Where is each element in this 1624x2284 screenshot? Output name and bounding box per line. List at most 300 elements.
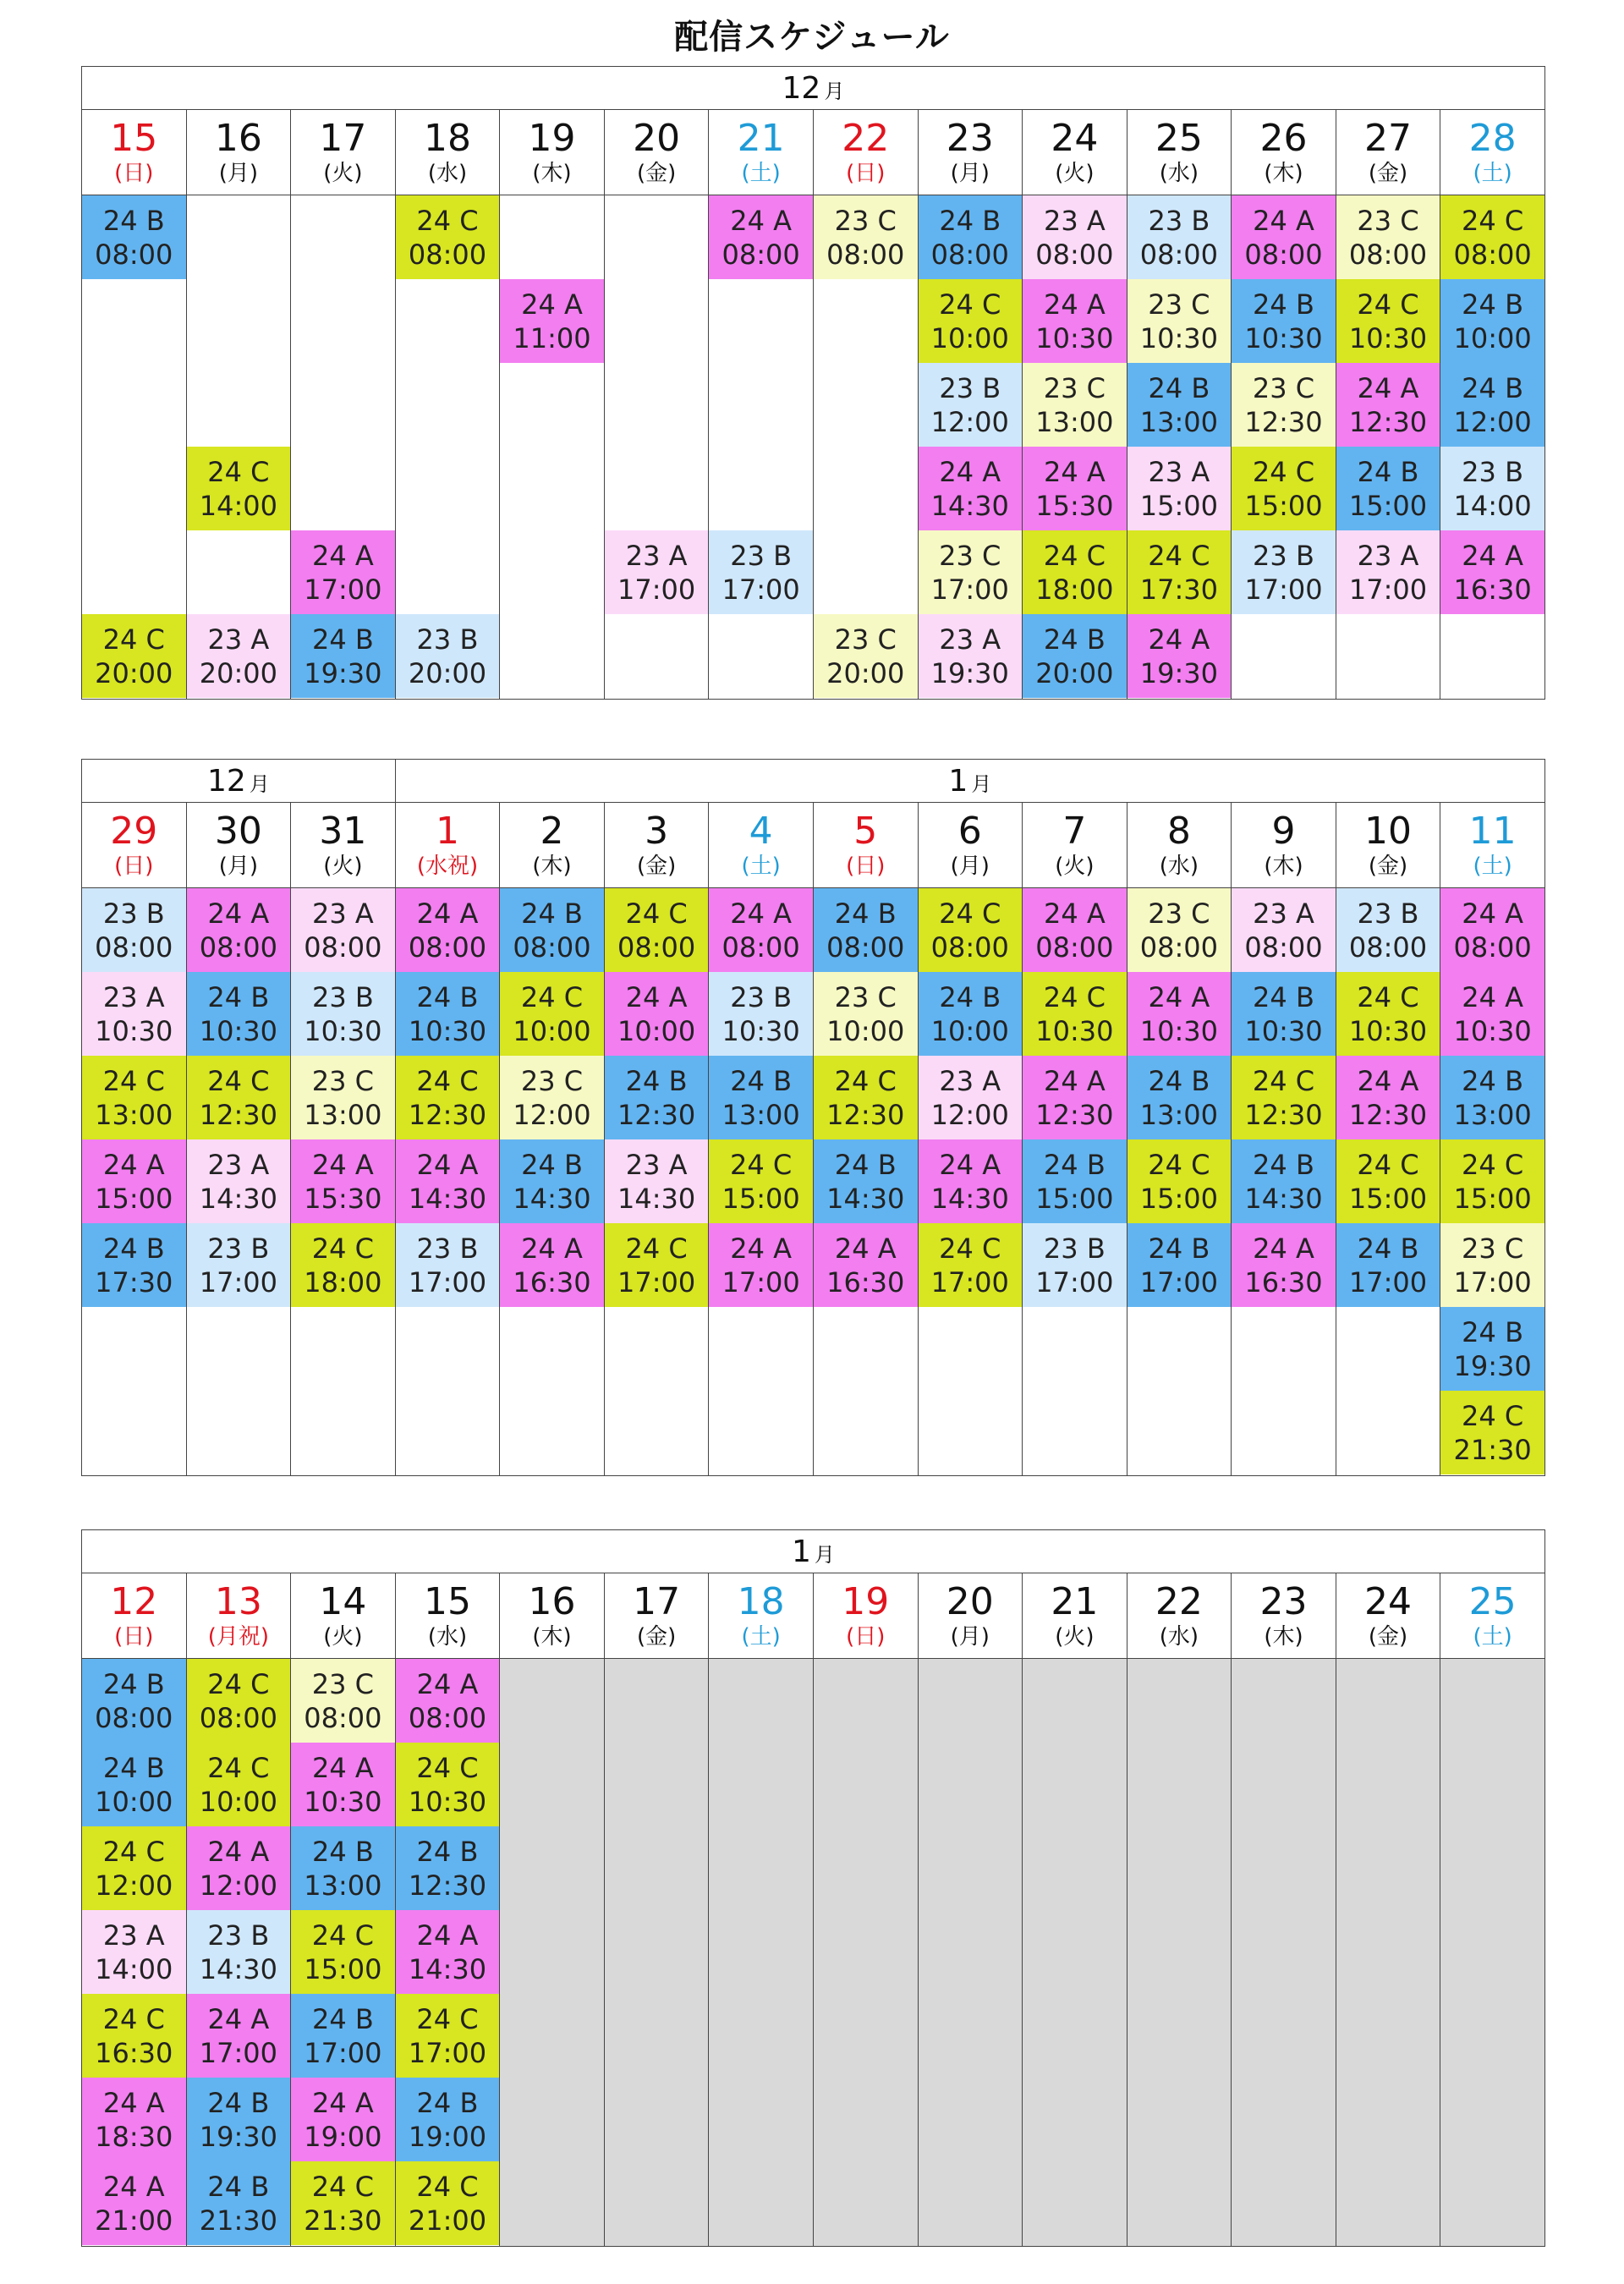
broadcast-slot: [1023, 447, 1127, 530]
program-code: 24 A: [1462, 980, 1523, 1013]
day-header: [813, 1573, 918, 1659]
broadcast-time: 14:00: [1453, 489, 1532, 522]
broadcast-slot: [919, 972, 1023, 1056]
day-number: 11: [1468, 810, 1517, 853]
broadcast-time: 12:30: [826, 1098, 905, 1131]
broadcast-slot: [814, 195, 918, 279]
broadcast-time: 08:00: [930, 238, 1009, 271]
program-code: 23 C: [1043, 371, 1106, 404]
broadcast-slot: [1336, 888, 1440, 972]
day-header: [813, 110, 918, 195]
program-code: 23 C: [834, 204, 897, 237]
program-code: 24 C: [1252, 455, 1315, 488]
broadcast-time: 17:00: [721, 573, 800, 606]
broadcast-time: 16:30: [826, 1266, 905, 1298]
program-code: 24 A: [521, 1232, 583, 1265]
broadcast-slot: [1023, 888, 1127, 972]
broadcast-slot: [1440, 195, 1544, 279]
broadcast-slot: [1440, 1307, 1544, 1391]
program-code: 24 C: [102, 2002, 165, 2035]
day-column: [1232, 195, 1336, 700]
broadcast-slot: [291, 972, 395, 1056]
program-code: 23 A: [939, 1064, 1001, 1097]
broadcast-time: 10:30: [408, 1785, 487, 1818]
program-code: 24 B: [1148, 1064, 1210, 1097]
weekday-label: (月): [218, 854, 258, 879]
broadcast-slot: [187, 1056, 291, 1139]
empty-slot: [605, 363, 709, 447]
broadcast-time: 17:00: [1348, 1266, 1428, 1298]
day-number: 23: [946, 117, 994, 160]
program-code: 24 A: [416, 897, 479, 930]
broadcast-time: 15:00: [1139, 1182, 1219, 1215]
weekday-label: (金): [1368, 854, 1408, 879]
schedule-body-row: [82, 1659, 1545, 2247]
broadcast-time: 15:00: [1348, 489, 1428, 522]
weekday-label: (月): [950, 854, 990, 879]
day-header: [186, 110, 291, 195]
broadcast-slot: [1023, 530, 1127, 614]
day-column: [813, 888, 918, 1476]
day-column: [604, 888, 709, 1476]
broadcast-time: 17:00: [304, 2036, 382, 2069]
broadcast-time: 21:00: [408, 2204, 487, 2237]
broadcast-slot: [605, 530, 709, 614]
broadcast-time: 10:00: [199, 1785, 277, 1818]
broadcast-time: 13:00: [1139, 1098, 1219, 1131]
broadcast-slot: [396, 1826, 500, 1910]
program-code: 24 B: [1253, 1148, 1314, 1181]
broadcast-time: 15:30: [304, 1182, 382, 1215]
program-code: 23 A: [312, 897, 374, 930]
program-code: 24 A: [207, 1835, 270, 1868]
empty-slot: [82, 279, 186, 363]
broadcast-time: 08:00: [930, 931, 1009, 964]
broadcast-time: 10:00: [826, 1014, 905, 1047]
broadcast-time: 14:30: [930, 489, 1009, 522]
broadcast-slot: [396, 1139, 500, 1223]
month-row: [82, 1530, 1545, 1573]
day-header: [813, 803, 918, 888]
broadcast-slot: [709, 888, 813, 972]
unavailable-day-column: [1023, 1659, 1127, 2247]
broadcast-slot: [291, 2078, 395, 2161]
broadcast-time: 18:30: [95, 2120, 173, 2153]
day-header: [1336, 110, 1440, 195]
day-number: 6: [957, 810, 982, 853]
empty-slot: [500, 530, 604, 614]
broadcast-time: 14:00: [199, 489, 277, 522]
broadcast-time: 08:00: [1244, 931, 1323, 964]
day-number: 18: [737, 1580, 785, 1623]
day-number: 28: [1468, 117, 1517, 160]
broadcast-slot: [187, 614, 291, 698]
broadcast-slot: [500, 972, 604, 1056]
program-code: 24 A: [1253, 204, 1314, 237]
broadcast-time: 17:00: [930, 573, 1009, 606]
day-number: 13: [214, 1580, 262, 1623]
weekday-label: (土): [1473, 854, 1512, 879]
day-column: [1232, 888, 1336, 1476]
broadcast-time: 19:30: [930, 656, 1009, 689]
broadcast-time: 16:30: [1453, 573, 1532, 606]
broadcast-time: 12:30: [1244, 1098, 1323, 1131]
broadcast-slot: [291, 1139, 395, 1223]
broadcast-slot: [187, 2078, 291, 2161]
program-code: 23 B: [207, 1919, 270, 1952]
program-code: 23 C: [311, 1064, 375, 1097]
weekday-label: (木): [532, 854, 572, 879]
program-code: 24 A: [939, 455, 1001, 488]
broadcast-time: 13:00: [1035, 405, 1114, 438]
broadcast-slot: [1023, 363, 1127, 447]
weekday-label: (土): [1473, 161, 1512, 186]
program-code: 24 C: [102, 623, 165, 656]
empty-slot: [291, 363, 395, 447]
broadcast-time: 08:00: [826, 931, 905, 964]
program-code: 24 C: [625, 1232, 688, 1265]
broadcast-time: 15:00: [1244, 489, 1323, 522]
broadcast-time: 17:00: [1139, 1266, 1219, 1298]
schedule-table: [81, 66, 1545, 700]
program-code: 24 B: [1462, 288, 1524, 321]
day-header-row: [82, 1573, 1545, 1659]
schedule-block-2: [81, 759, 1544, 1476]
broadcast-time: 17:00: [408, 1266, 487, 1298]
broadcast-slot: [919, 195, 1023, 279]
broadcast-time: 11:00: [513, 321, 591, 354]
broadcast-slot: [500, 1056, 604, 1139]
broadcast-slot: [1023, 972, 1127, 1056]
day-column: [291, 1659, 396, 2247]
broadcast-slot: [1023, 1139, 1127, 1223]
broadcast-slot: [82, 1056, 186, 1139]
program-code: 24 C: [1461, 204, 1524, 237]
empty-slot: [814, 447, 918, 530]
broadcast-slot: [605, 972, 709, 1056]
broadcast-time: 15:00: [1453, 1182, 1532, 1215]
broadcast-slot: [605, 1223, 709, 1307]
weekday-label: (火): [323, 854, 363, 879]
empty-slot: [500, 363, 604, 447]
empty-slot: [605, 447, 709, 530]
program-code: 24 A: [1043, 455, 1106, 488]
day-column: [291, 888, 396, 1476]
program-code: 24 A: [416, 1667, 479, 1700]
broadcast-time: 08:00: [304, 1701, 382, 1734]
program-code: 24 B: [1043, 1148, 1106, 1181]
day-number: 17: [319, 117, 367, 160]
broadcast-time: 17:30: [1139, 573, 1219, 606]
program-code: 24 C: [834, 1064, 897, 1097]
day-number: 7: [1062, 810, 1087, 853]
broadcast-time: 20:00: [199, 656, 277, 689]
day-number: 2: [540, 810, 564, 853]
broadcast-slot: [291, 1826, 395, 1910]
broadcast-slot: [1232, 1223, 1336, 1307]
unavailable-day-column: [709, 1659, 814, 2247]
empty-slot: [396, 530, 500, 614]
broadcast-slot: [396, 972, 500, 1056]
broadcast-slot: [187, 888, 291, 972]
program-code: 24 B: [311, 623, 374, 656]
broadcast-time: 10:30: [1035, 321, 1114, 354]
weekday-label: (水): [1159, 161, 1199, 186]
broadcast-time: 08:00: [1035, 238, 1114, 271]
broadcast-slot: [396, 1743, 500, 1826]
empty-slot: [500, 195, 604, 279]
broadcast-time: 12:00: [199, 1869, 277, 1902]
broadcast-time: 14:30: [1244, 1182, 1323, 1215]
broadcast-slot: [919, 447, 1023, 530]
broadcast-slot: [605, 888, 709, 972]
unavailable-day-column: [918, 1659, 1023, 2247]
day-number: 25: [1155, 117, 1203, 160]
broadcast-time: 10:00: [95, 1785, 173, 1818]
day-header: [291, 110, 396, 195]
day-header: [1127, 803, 1232, 888]
day-number: 19: [528, 117, 576, 160]
program-code: 24 A: [1148, 623, 1210, 656]
empty-slot: [187, 195, 291, 279]
broadcast-slot: [1127, 530, 1232, 614]
broadcast-time: 17:00: [304, 573, 382, 606]
broadcast-slot: [396, 1223, 500, 1307]
broadcast-time: 17:00: [721, 1266, 800, 1298]
unavailable-day-column: [1440, 1659, 1545, 2247]
broadcast-slot: [1232, 363, 1336, 447]
day-header: [1232, 803, 1336, 888]
broadcast-time: 14:30: [930, 1182, 1009, 1215]
program-code: 24 C: [520, 980, 584, 1013]
broadcast-time: 19:30: [1139, 656, 1219, 689]
program-code: 24 A: [312, 539, 374, 572]
day-column: [709, 195, 814, 700]
broadcast-time: 10:30: [95, 1014, 173, 1047]
empty-slot: [814, 530, 918, 614]
broadcast-slot: [1127, 363, 1232, 447]
program-code: 24 C: [939, 288, 1001, 321]
program-code: 24 B: [1357, 1232, 1419, 1265]
month-header: [395, 760, 1544, 803]
day-header: [82, 110, 187, 195]
program-code: 24 A: [521, 288, 583, 321]
program-code: 24 B: [1462, 371, 1524, 404]
weekday-label: (日): [846, 1624, 886, 1650]
day-number: 5: [853, 810, 878, 853]
month-header: [82, 67, 1545, 110]
program-code: 24 B: [730, 1064, 793, 1097]
day-header: [1023, 1573, 1127, 1659]
broadcast-time: 12:30: [199, 1098, 277, 1131]
broadcast-slot: [1336, 363, 1440, 447]
broadcast-slot: [291, 1056, 395, 1139]
day-header: [186, 1573, 291, 1659]
broadcast-slot: [1023, 195, 1127, 279]
broadcast-slot: [396, 1994, 500, 2078]
empty-slot: [1440, 614, 1544, 698]
program-code: 23 B: [730, 980, 793, 1013]
day-header: [1440, 1573, 1545, 1659]
day-header: [918, 803, 1023, 888]
day-header: [918, 1573, 1023, 1659]
program-code: 24 C: [207, 1064, 270, 1097]
broadcast-time: 19:30: [304, 656, 382, 689]
weekday-label: (金): [636, 161, 677, 186]
day-number: 1: [435, 810, 459, 853]
weekday-label: (水): [1159, 854, 1199, 879]
broadcast-slot: [1127, 614, 1232, 698]
program-code: 24 B: [102, 1232, 165, 1265]
program-code: 24 B: [102, 1751, 165, 1784]
broadcast-time: 17:30: [95, 1266, 173, 1298]
broadcast-slot: [82, 1659, 186, 1743]
day-number: 24: [1364, 1580, 1413, 1623]
weekday-label: (木): [1264, 1624, 1303, 1650]
month-header: [82, 1530, 1545, 1573]
day-number: 23: [1259, 1580, 1308, 1623]
month-number: 12: [206, 763, 246, 799]
empty-slot: [396, 363, 500, 447]
broadcast-slot: [1336, 1056, 1440, 1139]
broadcast-slot: [1336, 530, 1440, 614]
broadcast-time: 08:00: [1348, 238, 1428, 271]
program-code: 23 C: [1148, 897, 1210, 930]
program-code: 23 A: [1043, 204, 1106, 237]
month-unit: 月: [971, 771, 992, 796]
broadcast-time: 16:30: [1244, 1266, 1323, 1298]
broadcast-slot: [1336, 195, 1440, 279]
broadcast-slot: [1440, 530, 1544, 614]
day-number: 17: [633, 1580, 681, 1623]
program-code: 23 B: [207, 1232, 270, 1265]
program-code: 23 C: [520, 1064, 584, 1097]
empty-slot: [709, 279, 813, 363]
broadcast-slot: [709, 1056, 813, 1139]
day-header: [291, 803, 396, 888]
weekday-label: (火): [1055, 1624, 1095, 1650]
broadcast-slot: [814, 1139, 918, 1223]
day-column: [82, 888, 187, 1476]
broadcast-time: 08:00: [95, 931, 173, 964]
program-code: 24 B: [1357, 455, 1419, 488]
program-code: 23 B: [102, 897, 165, 930]
program-code: 24 A: [312, 1751, 374, 1784]
day-header: [918, 110, 1023, 195]
broadcast-slot: [709, 195, 813, 279]
broadcast-time: 20:00: [408, 656, 487, 689]
broadcast-time: 21:30: [1453, 1433, 1532, 1466]
day-number: 19: [842, 1580, 890, 1623]
day-header: [1023, 110, 1127, 195]
program-code: 24 A: [312, 1148, 374, 1181]
broadcast-slot: [709, 1223, 813, 1307]
day-header: [709, 1573, 814, 1659]
weekday-label: (火): [323, 161, 363, 186]
program-code: 24 A: [207, 897, 270, 930]
broadcast-time: 13:00: [304, 1869, 382, 1902]
weekday-label: (日): [114, 161, 154, 186]
broadcast-time: 12:00: [513, 1098, 591, 1131]
day-column: [186, 888, 291, 1476]
broadcast-slot: [291, 530, 395, 614]
broadcast-slot: [187, 1743, 291, 1826]
day-number: 14: [319, 1580, 367, 1623]
program-code: 24 A: [1357, 1064, 1419, 1097]
broadcast-time: 10:30: [199, 1014, 277, 1047]
day-number: 20: [633, 117, 681, 160]
broadcast-time: 10:00: [930, 321, 1009, 354]
empty-slot: [605, 195, 709, 279]
program-code: 24 A: [730, 204, 793, 237]
broadcast-time: 10:00: [513, 1014, 591, 1047]
day-header: [82, 803, 187, 888]
day-number: 21: [1051, 1580, 1099, 1623]
broadcast-slot: [709, 972, 813, 1056]
broadcast-time: 17:00: [617, 573, 696, 606]
broadcast-time: 12:00: [930, 405, 1009, 438]
empty-slot: [605, 614, 709, 698]
day-column: [500, 195, 605, 700]
broadcast-slot: [1440, 1391, 1544, 1474]
day-column: [1023, 888, 1127, 1476]
broadcast-time: 10:00: [617, 1014, 696, 1047]
broadcast-time: 08:00: [199, 931, 277, 964]
program-code: 24 C: [311, 1919, 375, 1952]
broadcast-time: 19:00: [408, 2120, 487, 2153]
day-number: 9: [1271, 810, 1296, 853]
program-code: 23 C: [834, 980, 897, 1013]
broadcast-slot: [187, 1910, 291, 1994]
broadcast-slot: [1440, 447, 1544, 530]
broadcast-slot: [1232, 279, 1336, 363]
program-code: 24 C: [1357, 288, 1419, 321]
empty-slot: [396, 447, 500, 530]
program-code: 23 B: [1043, 1232, 1106, 1265]
broadcast-slot: [919, 530, 1023, 614]
program-code: 24 B: [1043, 623, 1106, 656]
day-header: [395, 803, 500, 888]
program-code: 24 C: [625, 897, 688, 930]
program-code: 24 C: [207, 1667, 270, 1700]
program-code: 24 A: [1043, 897, 1106, 930]
day-header: [1023, 803, 1127, 888]
schedule-block-3: [81, 1529, 1544, 2247]
broadcast-slot: [291, 1223, 395, 1307]
weekday-label: (木): [532, 161, 572, 186]
broadcast-time: 08:00: [617, 931, 696, 964]
empty-slot: [291, 279, 395, 363]
program-code: 24 C: [939, 897, 1001, 930]
broadcast-time: 08:00: [1139, 931, 1219, 964]
month-unit: 月: [814, 1542, 835, 1567]
broadcast-slot: [814, 972, 918, 1056]
broadcast-slot: [1232, 888, 1336, 972]
program-code: 23 A: [102, 980, 165, 1013]
day-header: [1232, 1573, 1336, 1659]
unavailable-day-column: [1232, 1659, 1336, 2247]
program-code: 24 B: [521, 1148, 583, 1181]
broadcast-slot: [1127, 1139, 1232, 1223]
program-code: 23 B: [311, 980, 374, 1013]
broadcast-slot: [187, 1659, 291, 1743]
broadcast-time: 21:30: [199, 2204, 277, 2237]
broadcast-slot: [500, 279, 604, 363]
empty-slot: [814, 279, 918, 363]
program-code: 24 C: [1461, 1148, 1524, 1181]
broadcast-slot: [291, 614, 395, 698]
program-code: 24 A: [102, 2086, 165, 2119]
